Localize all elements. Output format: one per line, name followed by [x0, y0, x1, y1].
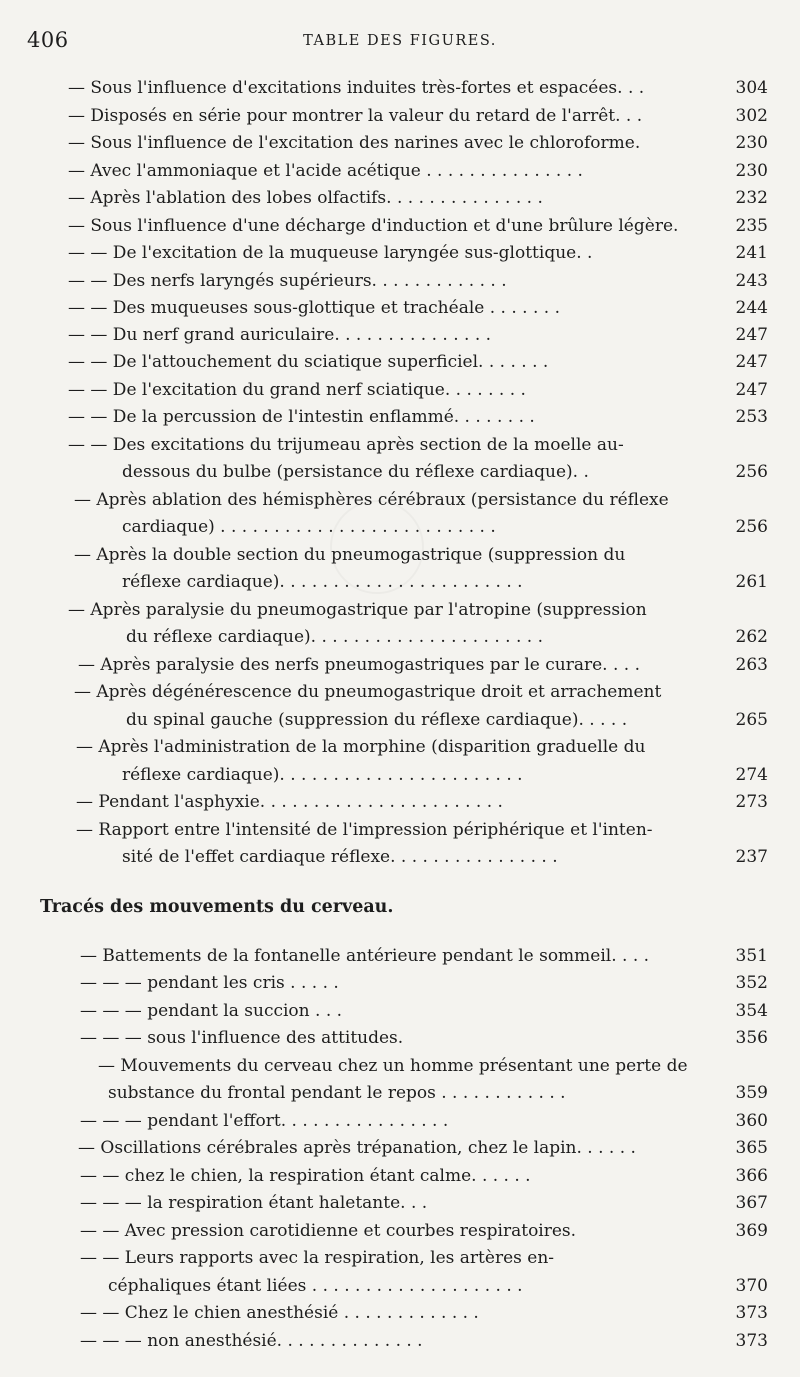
entry-page-number: 247 [735, 325, 768, 345]
entry-page-number: 263 [735, 655, 768, 675]
toc-entry [68, 212, 768, 240]
entry-text: — Après dégénérescence du pneumogastrique droit et arrachement [74, 682, 662, 702]
toc-entry [122, 568, 768, 596]
toc-entry [80, 1189, 768, 1217]
entry-text: — Sous l'influence d'une décharge d'induction et d'une brûlure légère. [68, 216, 679, 236]
entry-text: — — — la respiration étant haletante. . . [80, 1193, 428, 1213]
entry-page-number: 366 [735, 1166, 768, 1186]
toc-entry [68, 239, 768, 267]
entry-page-number: 359 [735, 1083, 768, 1103]
toc-entry [68, 267, 768, 295]
entry-text: céphaliques étant liées . . . . . . . . . . . . . . . . . . . . [108, 1276, 523, 1296]
entry-text: — — De l'excitation du grand nerf sciatique. . . . . . . . [68, 380, 526, 400]
toc-entry [80, 1299, 768, 1327]
entry-page-number: 304 [735, 78, 768, 98]
entry-page-number: 360 [735, 1111, 768, 1131]
entry-text: — Après ablation des hémisphères cérébraux (persistance du réflexe [74, 490, 669, 510]
entry-text: — — — pendant les cris . . . . . [80, 973, 339, 993]
toc-entry [68, 348, 768, 376]
entry-page-number: 302 [735, 106, 768, 126]
entry-text: du réflexe cardiaque). . . . . . . . . . . . . . . . . . . . . . [126, 627, 543, 647]
entry-page-number: 373 [735, 1303, 768, 1323]
entry-page-number: 243 [735, 271, 768, 291]
toc-entry [74, 678, 768, 706]
toc-entry [80, 1244, 768, 1272]
toc-entry [122, 761, 768, 789]
toc-entry [80, 1024, 768, 1052]
entry-text: — Oscillations cérébrales après trépanation, chez le lapin. . . . . . [78, 1138, 636, 1158]
toc-entry [68, 596, 768, 624]
entry-page-number: 232 [735, 188, 768, 208]
toc-entry [76, 788, 768, 816]
toc-entry [98, 1052, 768, 1080]
toc-entry [80, 1107, 768, 1135]
toc-entry [122, 458, 768, 486]
entry-page-number: 247 [735, 352, 768, 372]
entry-page-number: 253 [735, 407, 768, 427]
toc-entry [68, 74, 768, 102]
entry-text: — Avec l'ammoniaque et l'acide acétique . . . . . . . . . . . . . . . [68, 161, 583, 181]
entry-page-number: 274 [735, 765, 768, 785]
entry-text: dessous du bulbe (persistance du réflexe cardiaque). . [122, 462, 589, 482]
entry-page-number: 235 [735, 216, 768, 236]
toc-entry [78, 1134, 768, 1162]
entry-page-number: 230 [735, 161, 768, 181]
running-header: TABLE DES FIGURES. [303, 33, 497, 49]
entry-text: — — Des excitations du trijumeau après section de la moelle au- [68, 435, 624, 455]
entry-page-number: 352 [735, 973, 768, 993]
toc-entry [122, 843, 768, 871]
toc-entry [80, 1327, 768, 1355]
entry-page-number: 261 [735, 572, 768, 592]
entry-text: — Pendant l'asphyxie. . . . . . . . . . . . . . . . . . . . . . . [76, 792, 503, 812]
entry-page-number: 370 [735, 1276, 768, 1296]
entry-text: cardiaque) . . . . . . . . . . . . . . . . . . . . . . . . . . [122, 517, 496, 537]
entry-page-number: 247 [735, 380, 768, 400]
entry-page-number: 256 [735, 517, 768, 537]
toc-entry [126, 706, 768, 734]
entry-text: — — De la percussion de l'intestin enflammé. . . . . . . . [68, 407, 535, 427]
entry-page-number: 237 [735, 847, 768, 867]
toc-entry [68, 431, 768, 459]
entry-page-number: 256 [735, 462, 768, 482]
entry-text: — — Leurs rapports avec la respiration, les artères en- [80, 1248, 555, 1268]
toc-entry [68, 157, 768, 185]
entry-page-number: 369 [735, 1221, 768, 1241]
toc-entry [68, 102, 768, 130]
entry-page-number: 273 [735, 792, 768, 812]
toc-entry [80, 942, 768, 970]
entry-text: — — — pendant l'effort. . . . . . . . . . . . . . . . [80, 1111, 449, 1131]
entry-text: — Sous l'influence d'excitations induites très-fortes et espacées. . . [68, 78, 645, 98]
toc-entry [76, 816, 768, 844]
entry-text: — Après paralysie du pneumogastrique par l'atropine (suppression [68, 600, 647, 620]
entry-text: réflexe cardiaque). . . . . . . . . . . . . . . . . . . . . . . [122, 572, 523, 592]
entry-text: substance du frontal pendant le repos . . . . . . . . . . . . [108, 1083, 566, 1103]
entry-text: — Après paralysie des nerfs pneumogastriques par le curare. . . . [78, 655, 640, 675]
entry-page-number: 230 [735, 133, 768, 153]
entry-text: — — Des muqueuses sous-glottique et trachéale . . . . . . . [68, 298, 560, 318]
page-number: 406 [27, 28, 69, 52]
entry-text: — — Du nerf grand auriculaire. . . . . . . . . . . . . . . [68, 325, 492, 345]
toc-entry [68, 129, 768, 157]
entry-page-number: 265 [735, 710, 768, 730]
entry-text: — Battements de la fontanelle antérieure pendant le sommeil. . . . [80, 946, 650, 966]
entry-page-number: 244 [735, 298, 768, 318]
entry-text: — — Des nerfs laryngés supérieurs. . . . . . . . . . . . . [68, 271, 507, 291]
entry-page-number: 356 [735, 1028, 768, 1048]
entry-text: sité de l'effet cardiaque réflexe. . . . . . . . . . . . . . . . [122, 847, 558, 867]
entry-text: — Après l'administration de la morphine (disparition graduelle du [76, 737, 646, 757]
entry-text: — — Avec pression carotidienne et courbes respiratoires. [80, 1221, 577, 1241]
toc-entry [78, 651, 768, 679]
entry-text: du spinal gauche (suppression du réflexe cardiaque). . . . . [126, 710, 628, 730]
entry-page-number: 365 [735, 1138, 768, 1158]
toc-entry [80, 969, 768, 997]
entry-text: — Après l'ablation des lobes olfactifs. . . . . . . . . . . . . . . [68, 188, 543, 208]
toc-entry [80, 1162, 768, 1190]
entry-text: — — chez le chien, la respiration étant calme. . . . . . [80, 1166, 531, 1186]
toc-entry [122, 513, 768, 541]
entry-page-number: 367 [735, 1193, 768, 1213]
toc-entry [80, 1217, 768, 1245]
entry-text: — Mouvements du cerveau chez un homme présentant une perte de [98, 1056, 688, 1076]
entry-text: — Après la double section du pneumogastrique (suppression du [74, 545, 626, 565]
toc-entry [68, 321, 768, 349]
entry-page-number: 373 [735, 1331, 768, 1351]
entry-page-number: 354 [735, 1001, 768, 1021]
entry-page-number: 351 [735, 946, 768, 966]
toc-entry [68, 376, 768, 404]
entry-page-number: 262 [735, 627, 768, 647]
entry-text: — — — pendant la succion . . . [80, 1001, 343, 1021]
toc-entry [108, 1079, 768, 1107]
entry-text: — Disposés en série pour montrer la valeur du retard de l'arrêt. . . [68, 106, 643, 126]
toc-entry [74, 486, 768, 514]
toc-entry [68, 403, 768, 431]
toc-entry [80, 997, 768, 1025]
entry-text: — — — sous l'influence des attitudes. [80, 1028, 404, 1048]
entry-text: — — — non anesthésié. . . . . . . . . . . . . . [80, 1331, 423, 1351]
toc-entry [74, 541, 768, 569]
toc-entry [108, 1272, 768, 1300]
toc-entry [68, 294, 768, 322]
entry-text: — Sous l'influence de l'excitation des narines avec le chloroforme. [68, 133, 641, 153]
entry-text: — — De l'attouchement du sciatique superficiel. . . . . . . [68, 352, 549, 372]
entry-text: réflexe cardiaque). . . . . . . . . . . . . . . . . . . . . . . [122, 765, 523, 785]
toc-entry [76, 733, 768, 761]
section-title: Tracés des mouvements du cerveau. [40, 897, 394, 917]
toc-entry [126, 623, 768, 651]
toc-entry [68, 184, 768, 212]
entry-text: — — De l'excitation de la muqueuse laryngée sus-glottique. . [68, 243, 593, 263]
entry-text: — — Chez le chien anesthésié . . . . . . . . . . . . . [80, 1303, 479, 1323]
entry-page-number: 241 [735, 243, 768, 263]
entry-text: — Rapport entre l'intensité de l'impression périphérique et l'inten- [76, 820, 653, 840]
